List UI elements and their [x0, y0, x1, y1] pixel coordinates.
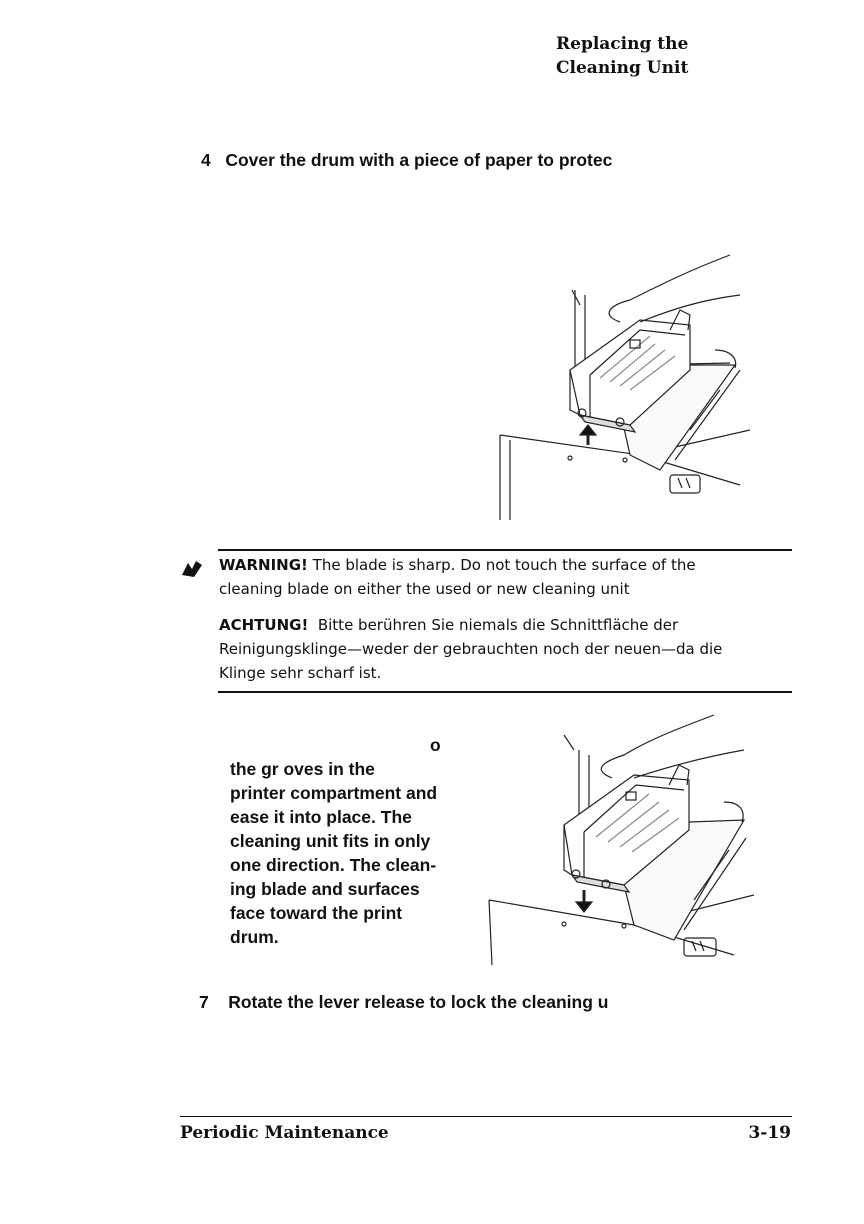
step-text: Cover the drum with a piece of paper to protec: [225, 150, 613, 170]
step6-line5: cleaning unit fits in only: [230, 831, 431, 851]
warning-bottom-rule: [218, 691, 792, 693]
illustration-remove-cleaning-unit: [490, 250, 750, 520]
hand-warning-icon: [180, 559, 204, 579]
step-7: [199, 992, 608, 1013]
step6-line1: o: [430, 735, 441, 755]
warning-top-rule: [218, 549, 792, 551]
footer-page-number: 3-19: [748, 1123, 791, 1143]
warning-label: WARNING!: [219, 556, 308, 574]
warning-english: [219, 553, 794, 601]
step6-line8: face toward the print: [230, 903, 403, 923]
section-title-line2: Cleaning Unit: [556, 58, 689, 78]
achtung-text-line3: Klinge sehr scharf ist.: [219, 664, 382, 682]
warning-text-line1: The blade is sharp. Do not touch the surface of the: [312, 556, 696, 574]
step-4: [201, 150, 612, 171]
footer-chapter-title: Periodic Maintenance: [180, 1123, 389, 1143]
section-title-line1: Replacing the: [556, 34, 689, 54]
achtung-text-line1: Bitte berühren Sie niemals die Schnittfläche der: [317, 616, 679, 634]
footer-rule: [180, 1116, 792, 1117]
step6-line2: the gr oves in the: [230, 759, 375, 779]
step6-line4: ease it into place. The: [230, 807, 412, 827]
step-6-text: [230, 733, 470, 949]
warning-german: [219, 613, 794, 685]
illustration-insert-cleaning-unit: [484, 710, 754, 970]
warning-text-line2: cleaning blade on either the used or new cleaning unit: [219, 580, 630, 598]
section-title: [556, 32, 688, 80]
step6-line9: drum.: [230, 927, 279, 947]
step6-line3: printer compartment and: [230, 783, 438, 803]
achtung-text-line2: Reinigungsklinge—weder der gebrauchten noch der neuen—da die: [219, 640, 723, 658]
step6-line7: ing blade and surfaces: [230, 879, 420, 899]
step-number: 7: [199, 992, 209, 1012]
achtung-label: ACHTUNG!: [219, 616, 309, 634]
step6-line6: one direction. The clean-: [230, 855, 437, 875]
step-text: Rotate the lever release to lock the cleaning u: [228, 992, 609, 1012]
step-number: 4: [201, 150, 211, 170]
